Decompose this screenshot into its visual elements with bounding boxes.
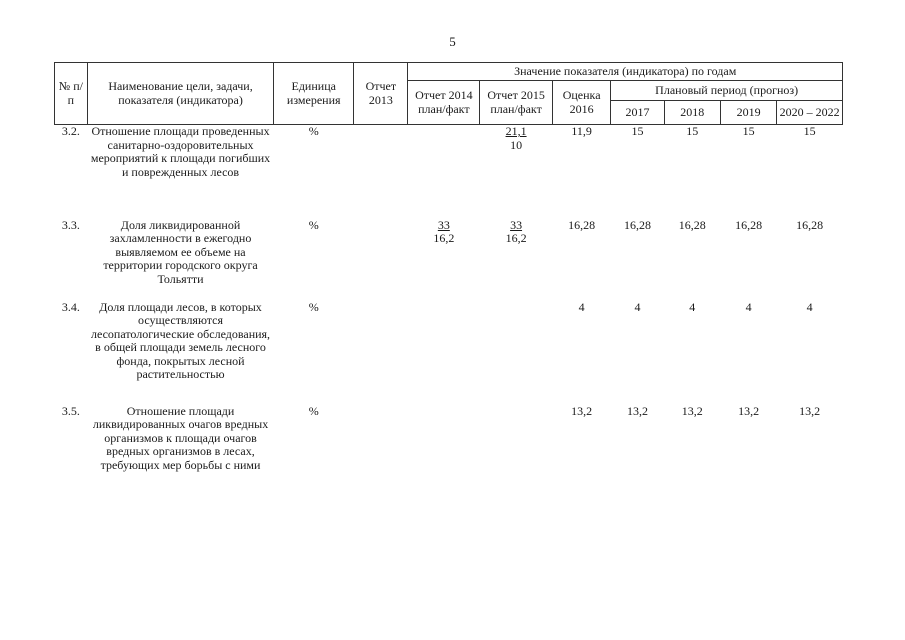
header-unit: Единица измерения [274, 63, 354, 125]
plan-2017-cell: 4 [634, 299, 641, 314]
plan-2018-cell: 15 [686, 124, 699, 138]
row-number: 3.2. [61, 124, 80, 138]
fact-value: 10 [510, 137, 523, 152]
report-2015-cell [480, 405, 553, 515]
row-number: 3.4. [61, 299, 80, 314]
report-2015-cell [480, 219, 553, 301]
estimate-2016-cell: 11,9 [571, 124, 592, 138]
plan-2017-cell: 16,28 [623, 217, 651, 232]
report-2015-cell [480, 125, 553, 219]
plan-value: 21,1 [505, 124, 527, 138]
plan-value: 33 [437, 217, 450, 232]
header-estimate-2016: Оценка 2016 [552, 81, 610, 125]
plan-2020-2022-cell: 4 [806, 299, 813, 314]
header-report-2013: Отчет 2013 [354, 63, 408, 125]
report-2013-cell [354, 125, 408, 219]
header-year-2020-2022: 2020 – 2022 [777, 101, 843, 125]
indicators-table [54, 62, 843, 515]
unit-cell: % [308, 403, 319, 418]
report-2015-cell [480, 301, 553, 405]
header-values-by-year: Значение показателя (индикатора) по годам [408, 63, 843, 81]
indicator-name: Доля площади лесов, в которых осуществляются лесопатологические обследования, в общей площади земель лесного фонда, покрытых лесной растительностью [90, 299, 271, 381]
header-plan-period: Плановый период (прогноз) [611, 81, 843, 101]
unit-cell: % [308, 217, 319, 232]
plan-2019-cell: 16,28 [735, 217, 763, 232]
table-row [55, 219, 843, 301]
plan-2020-2022-cell: 16,28 [796, 217, 824, 232]
header-report-2014: Отчет 2014 план/факт [408, 81, 480, 125]
plan-2020-2022-cell: 13,2 [799, 403, 821, 418]
report-2013-cell [354, 301, 408, 405]
unit-cell: % [308, 124, 319, 138]
header-year-2017: 2017 [611, 101, 664, 125]
header-year-2018: 2018 [664, 101, 720, 125]
header-name: Наименование цели, задачи, показателя (индикатора) [87, 63, 273, 125]
header-report-2015: Отчет 2015 план/факт [480, 81, 553, 125]
plan-value: 33 [510, 217, 523, 232]
plan-2019-cell: 4 [745, 299, 752, 314]
indicator-name: Отношение площади проведенных санитарно-оздоровительных мероприятий к площади погибших и поврежденных лесов [90, 124, 271, 179]
plan-2020-2022-cell: 15 [803, 124, 816, 138]
estimate-2016-cell: 13,2 [571, 403, 593, 418]
fact-value: 16,2 [433, 231, 455, 245]
report-2013-cell [354, 405, 408, 515]
table-row [55, 301, 843, 405]
plan-2018-cell: 13,2 [681, 403, 703, 418]
report-2014-cell [408, 125, 480, 219]
report-2014-cell [408, 405, 480, 515]
plan-2019-cell: 13,2 [738, 403, 760, 418]
report-2013-cell [354, 219, 408, 301]
indicator-name: Доля ликвидированной захламленности в ежегодно выявляемом ее объеме на территории городского округа Тольятти [103, 217, 258, 286]
header-year-2019: 2019 [720, 101, 776, 125]
unit-cell: % [308, 299, 319, 314]
fact-value: 16,2 [505, 231, 527, 245]
table-row [55, 405, 843, 515]
page-number: 5 [449, 34, 456, 49]
row-number: 3.3. [61, 217, 80, 232]
report-2014-cell [408, 301, 480, 405]
plan-2018-cell: 16,28 [678, 217, 706, 232]
header-no: № п/п [55, 63, 88, 125]
estimate-2016-cell: 4 [578, 299, 585, 314]
report-2014-cell [408, 219, 480, 301]
table-row [55, 125, 843, 219]
plan-2019-cell: 15 [742, 124, 755, 138]
plan-2017-cell: 13,2 [626, 403, 648, 418]
estimate-2016-cell: 16,28 [568, 217, 596, 232]
row-number: 3.5. [61, 403, 80, 418]
plan-2017-cell: 15 [631, 124, 644, 138]
indicator-name: Отношение площади ликвидированных очагов вредных организмов к площади очагов вредных организмов в лесах, требующих мер борьбы с ними [92, 403, 269, 472]
plan-2018-cell: 4 [689, 299, 696, 314]
